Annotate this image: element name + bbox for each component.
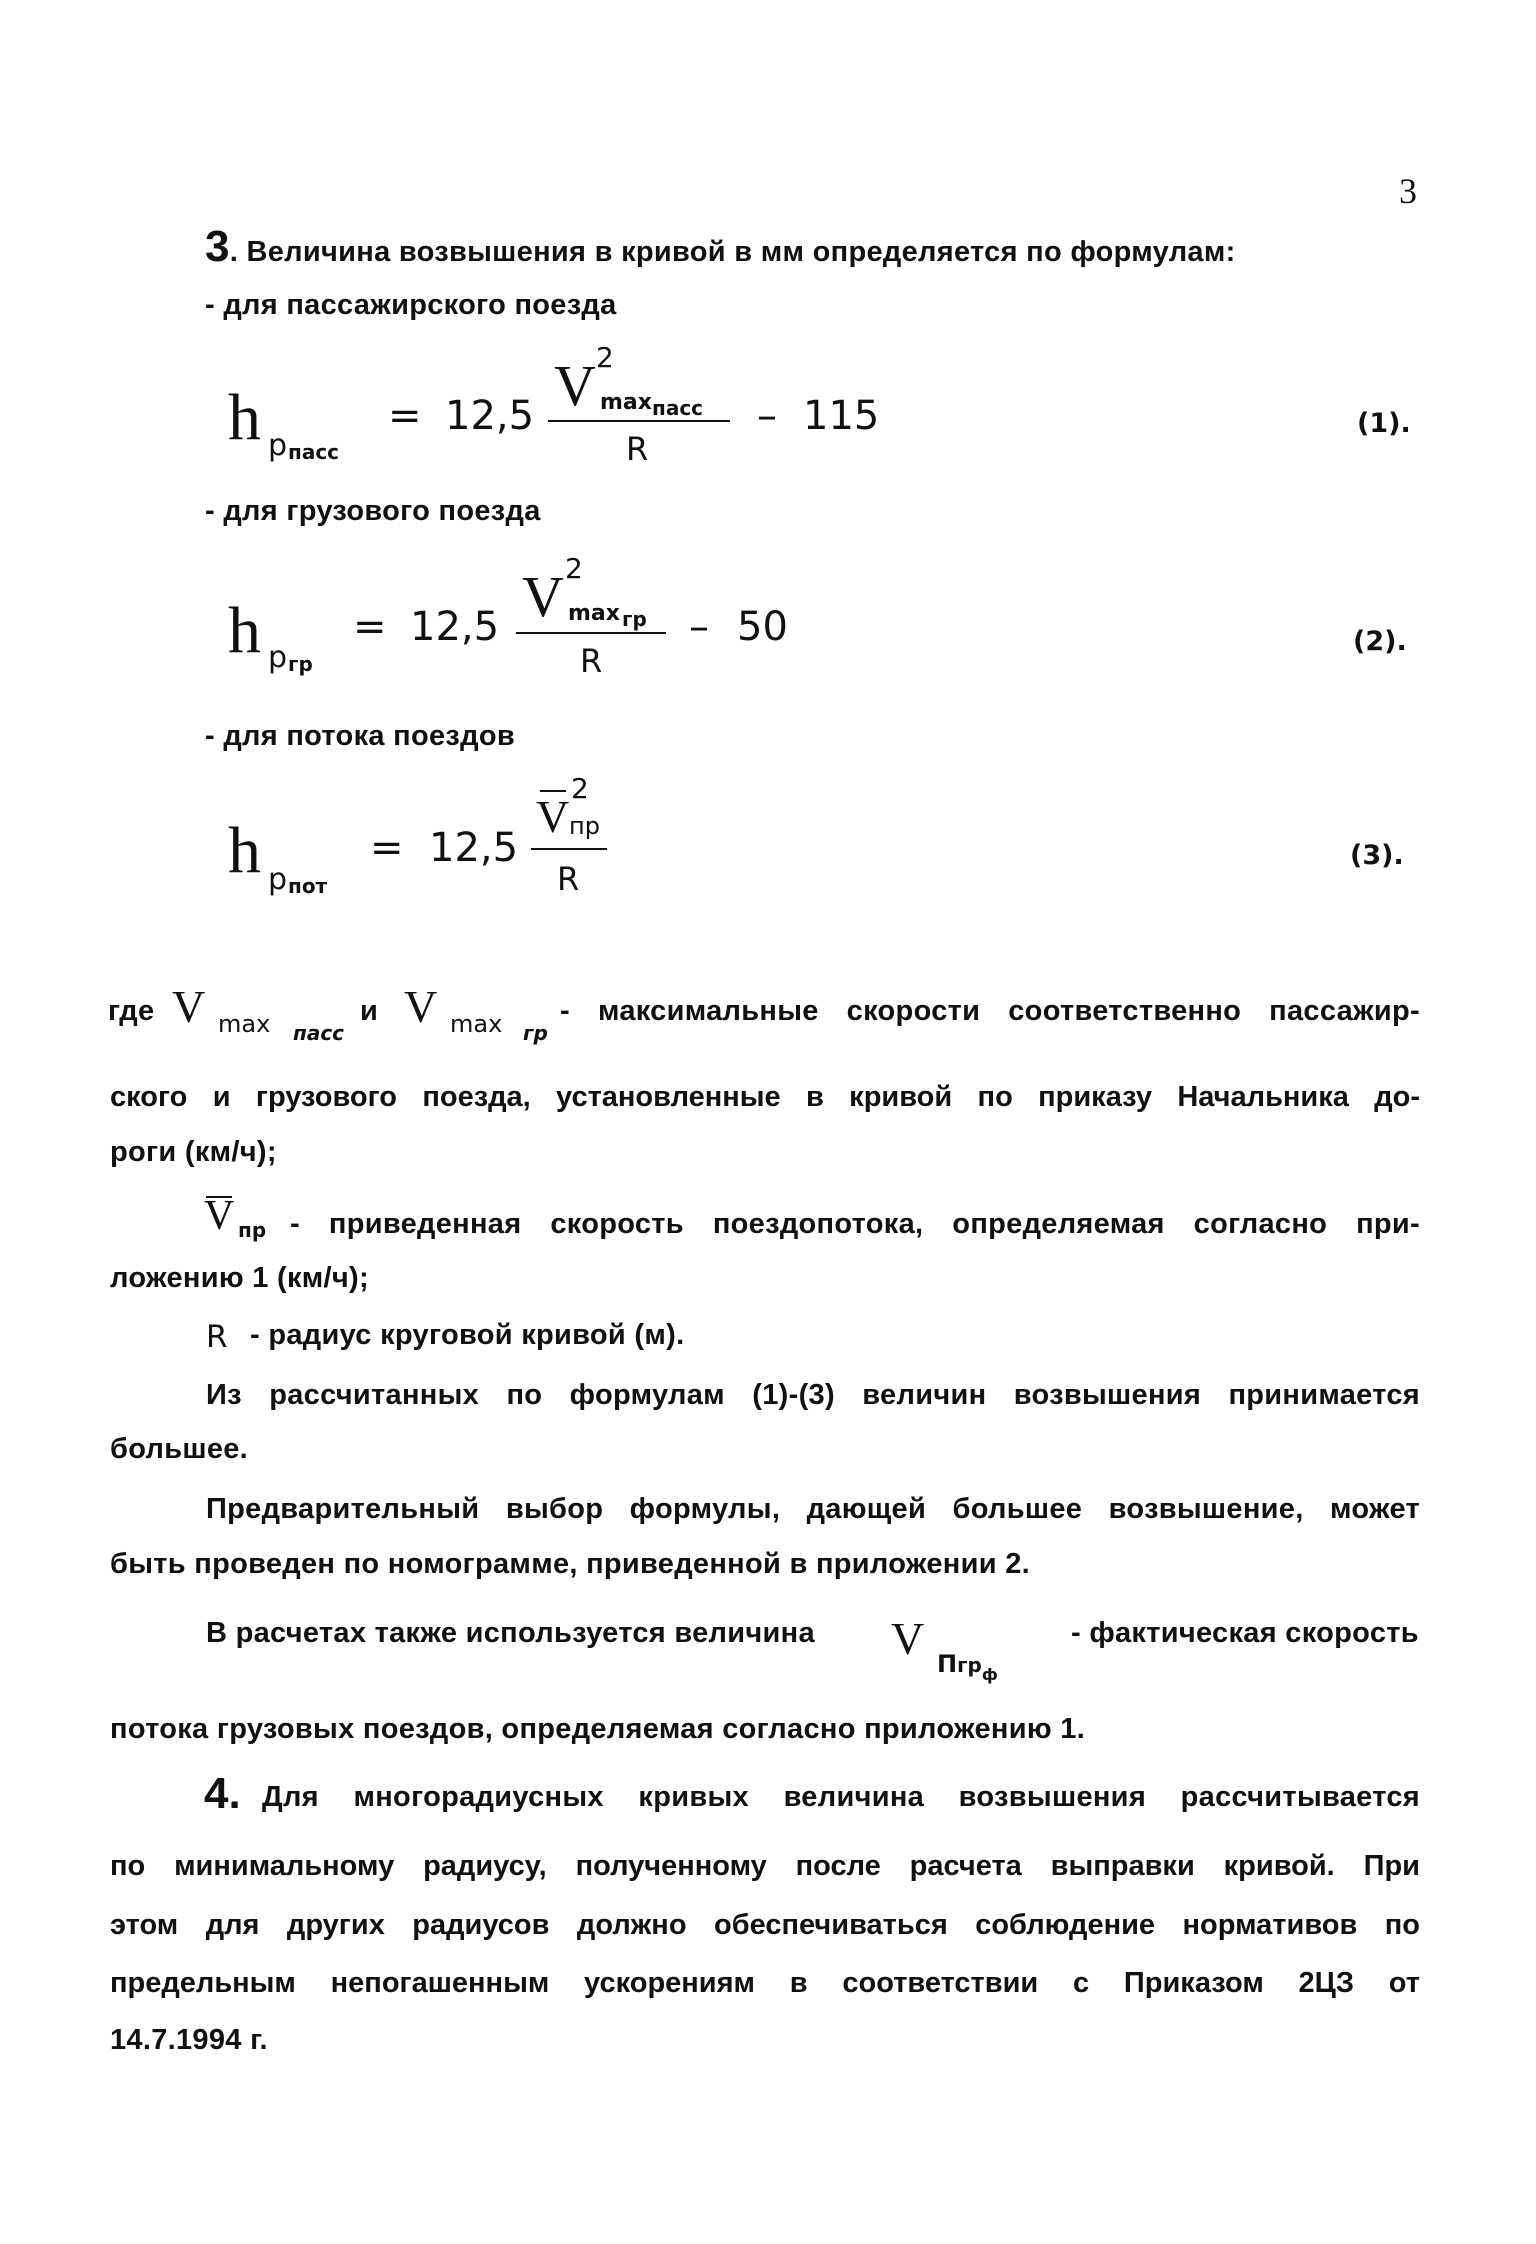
section-3-number: 3 [205, 222, 230, 271]
section-3-heading-text: . Величина возвышения в кривой в мм определяется по формулам: [229, 236, 1236, 268]
f1-fraction-bar [548, 420, 730, 422]
f3-lhs-sub: пот [288, 874, 328, 898]
f3-num-exp: 2 [571, 772, 589, 805]
where-v2-sub: max [450, 1010, 503, 1038]
vpr-symbol: V [204, 1193, 235, 1239]
where-v1-sub: max [218, 1010, 271, 1038]
f3-num-sub: пр [569, 812, 600, 840]
para-actual-lead: В расчетах также используется величина [206, 1617, 815, 1649]
para-actual-line-2: потока грузовых поездов, определяемая согласно приложению 1. [110, 1713, 1086, 1745]
case-flow-label: - для потока поездов [205, 720, 515, 752]
section-4-line-3: этом для других радиусов должно обеспечиваться соблюдение нормативов по [110, 1909, 1420, 1941]
para-actual-v-sub-f: ф [981, 1665, 998, 1684]
where-v2: V [404, 981, 438, 1032]
where-line-1-tail: - максимальные скорости соответственно пассажир- [560, 995, 1420, 1027]
f3-lhs-p: p [268, 862, 288, 897]
para-actual-v-sub-p: П [937, 1650, 958, 1678]
para-nomogram-line-1: Предварительный выбор формулы, дающей большее возвышение, может [206, 1493, 1420, 1525]
vpr-line-1: - приведенная скорость поездопотока, определяемая согласно при- [290, 1208, 1420, 1240]
f2-lhs-h: h [228, 594, 261, 667]
f2-fraction-bar [516, 632, 666, 634]
f3-coef: 12,5 [429, 825, 519, 871]
f1-num-v: V [554, 353, 596, 418]
f2-number: (2). [1353, 626, 1407, 657]
case-passenger-label: - для пассажирского поезда [205, 289, 617, 321]
f2-coef: 12,5 [410, 604, 500, 650]
where-v1-subsub: пасс [293, 1021, 345, 1045]
f1-eq: = [388, 393, 422, 439]
r-symbol: R [206, 1319, 228, 1355]
f1-minus: – [757, 393, 777, 439]
page-number: 3 [1399, 171, 1417, 211]
f1-num-sub: max [600, 390, 652, 415]
para-nomogram-line-2: быть проведен по номограмме, приведенной в приложении 2. [110, 1548, 1031, 1580]
where-and: и [360, 995, 379, 1027]
vpr-line-2: ложению 1 (км/ч); [110, 1262, 369, 1294]
f2-eq: = [353, 604, 387, 650]
f3-num-v: V [536, 791, 570, 842]
f2-num-sub: max [568, 601, 620, 626]
f1-coef: 12,5 [445, 393, 535, 439]
f2-const: 50 [737, 604, 788, 650]
para-actual-tail: - фактическая скорость [1071, 1617, 1419, 1649]
f3-eq: = [370, 825, 404, 871]
para-larger-line-1: Из рассчитанных по формулам (1)-(3) величин возвышения принимается [206, 1379, 1420, 1411]
where-line-2: ского и грузового поезда, установленные в кривой по приказу Начальника до- [110, 1081, 1420, 1113]
section-4-number: 4. [204, 1769, 241, 1818]
f2-lhs-p: p [268, 640, 288, 675]
f3-lhs-h: h [228, 814, 261, 887]
f3-number: (3). [1350, 840, 1404, 871]
section-4-line-1: Для многорадиусных кривых величина возвышения рассчитывается [262, 1781, 1420, 1813]
para-actual-v: V [891, 1613, 925, 1664]
f2-minus: – [689, 604, 709, 650]
section-3-heading [205, 222, 1236, 272]
where-v1: V [172, 981, 206, 1032]
f3-den: R [557, 860, 580, 898]
case-freight-label: - для грузового поезда [205, 495, 541, 527]
f1-lhs-p: p [268, 428, 288, 463]
f3-fraction-bar [531, 848, 607, 850]
f2-den: R [580, 642, 603, 680]
f2-num-subsub: гр [622, 607, 647, 631]
f1-den: R [626, 430, 649, 468]
f2-num-v: V [522, 564, 564, 629]
para-actual-v-sub [937, 1650, 998, 1684]
para-larger-line-2: большее. [110, 1433, 249, 1465]
f2-lhs-sub: гр [288, 652, 313, 676]
where-v2-subsub: гр [523, 1021, 548, 1045]
section-4-line-4: предельным непогашенным ускорениям в соответствии с Приказом 2ЦЗ от [110, 1967, 1420, 1999]
f1-num-subsub: пасс [652, 396, 704, 420]
where-line-3: роги (км/ч); [110, 1136, 277, 1168]
f1-lhs-sub: пасс [288, 440, 340, 464]
where-intro: где [108, 995, 155, 1027]
f1-num-exp: 2 [596, 341, 614, 374]
section-4-line-5: 14.7.1994 г. [110, 2024, 268, 2056]
f1-number: (1). [1357, 408, 1411, 439]
r-text: - радиус круговой кривой (м). [250, 1319, 685, 1351]
section-4-line-2: по минимальному радиусу, полученному после расчета выправки кривой. При [110, 1850, 1420, 1882]
vpr-sub: пр [238, 1218, 267, 1242]
f1-lhs-h: h [228, 381, 261, 454]
f2-num-exp: 2 [565, 552, 583, 585]
f1-const: 115 [803, 393, 880, 439]
para-actual-v-sub-gr: гр [957, 1653, 982, 1677]
